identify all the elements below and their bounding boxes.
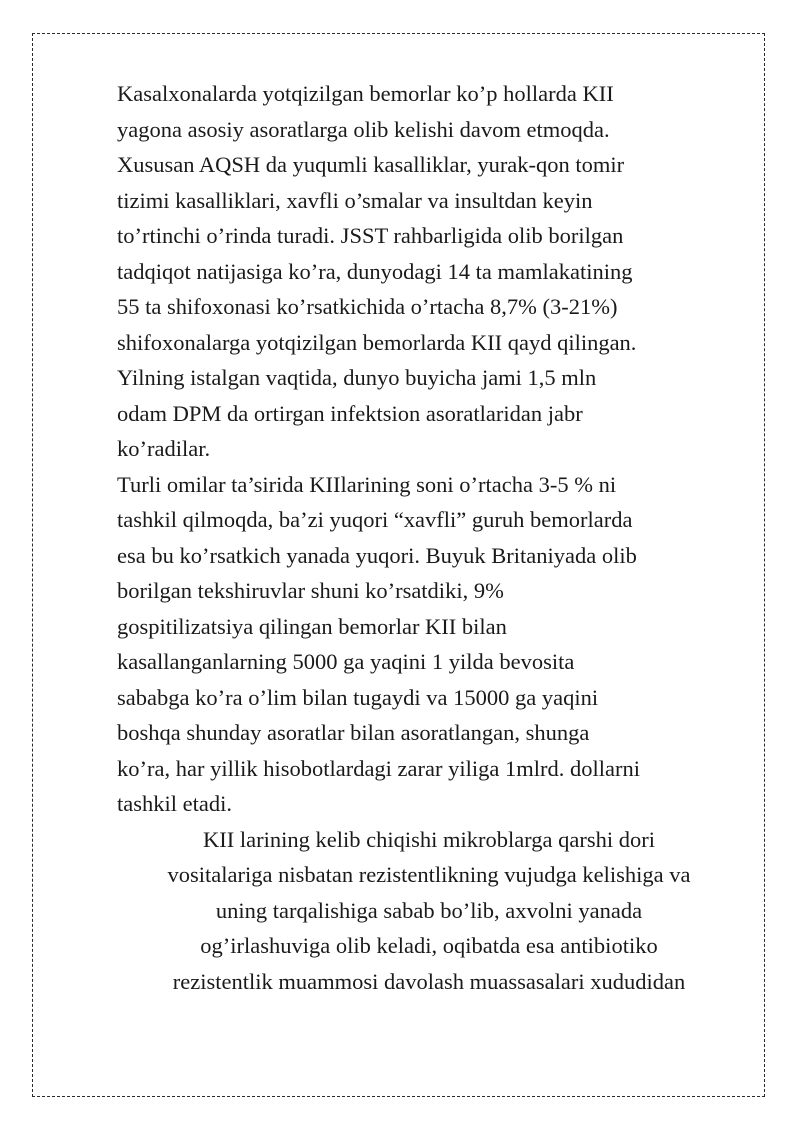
text-line: shifoxonalarga yotqizilgan bemorlarda KII qayd qilingan. bbox=[117, 329, 637, 355]
text-line: Kasalxonalarda yotqizilgan bemorlar ko’p hollarda KII bbox=[117, 81, 614, 106]
paragraph-2 bbox=[117, 467, 757, 822]
text-line: vositalariga nisbatan rezistentlikning vujudga kelishiga va bbox=[167, 862, 691, 887]
text-line: tashkil etadi. bbox=[117, 791, 232, 816]
text-line: ko’ra, har yillik hisobotlardagi zarar yiliga 1mlrd. dollarni bbox=[117, 755, 640, 781]
text-line: ko’radilar. bbox=[117, 436, 211, 461]
paragraph-1 bbox=[117, 76, 757, 467]
text-line: sababga ko’ra o’lim bilan tugaydi va 15000 ga yaqini bbox=[117, 684, 599, 710]
text-line: borilgan tekshiruvlar shuni ko’rsatdiki, 9% bbox=[117, 578, 504, 603]
text-line: Turli omilar ta’sirida KIIlarining soni o’rtacha 3-5 % ni bbox=[117, 471, 617, 497]
text-line: yagona asosiy asoratlarga olib kelishi davom etmoqda. bbox=[117, 116, 610, 142]
text-line: uning tarqalishiga sabab bo’lib, axvolni yanada bbox=[215, 897, 643, 923]
text-line: Yilning istalgan vaqtida, dunyo buyicha jami 1,5 mln bbox=[117, 365, 597, 390]
text-line: boshqa shunday asoratlar bilan asoratlangan, shunga bbox=[117, 720, 590, 745]
document-body bbox=[117, 76, 757, 999]
text-line: 55 ta shifoxonasi ko’rsatkichida o’rtacha 8,7% (3-21%) bbox=[117, 294, 618, 319]
text-line: tizimi kasalliklari, xavfli o’smalar va insultdan keyin bbox=[117, 187, 593, 213]
text-line: og’irlashuviga olib keladi, oqibatda esa antibiotiko bbox=[200, 933, 658, 958]
text-line: gospitilizatsiya qilingan bemorlar KII bilan bbox=[117, 613, 507, 639]
text-line: tashkil qilmoqda, ba’zi yuqori “xavfli” guruh bemorlarda bbox=[117, 507, 633, 532]
text-line: KII larining kelib chiqishi mikroblarga qarshi dori bbox=[203, 826, 655, 852]
text-line: rezistentlik muammosi davolash muassasalari xududidan bbox=[172, 968, 686, 994]
text-line: esa bu ko’rsatkich yanada yuqori. Buyuk Britaniyada olib bbox=[117, 542, 637, 568]
text-line: odam DPM da ortirgan infektsion asoratlaridan jabr bbox=[117, 400, 583, 426]
text-line: kasallanganlarning 5000 ga yaqini 1 yilda bevosita bbox=[117, 649, 575, 674]
text-line: to’rtinchi o’rinda turadi. JSST rahbarligida olib borilgan bbox=[117, 223, 624, 248]
text-line: Xususan AQSH da yuqumli kasalliklar, yurak-qon tomir bbox=[117, 152, 625, 177]
paragraph-3 bbox=[117, 822, 757, 1000]
text-line: tadqiqot natijasiga ko’ra, dunyodagi 14 ta mamlakatining bbox=[117, 258, 633, 284]
